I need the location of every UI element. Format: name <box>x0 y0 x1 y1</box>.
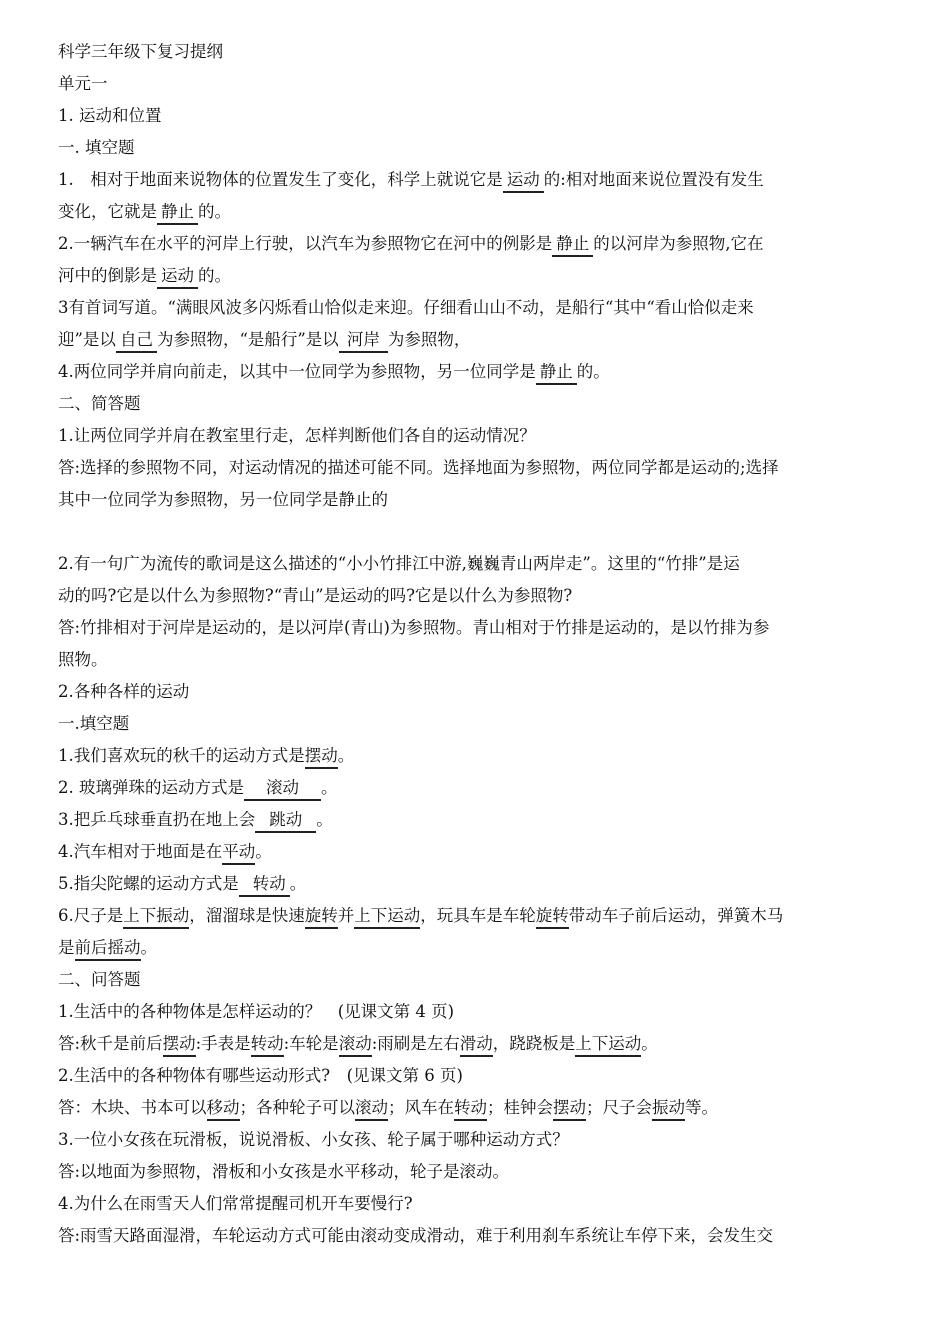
answer-blank: 振动 <box>652 1097 685 1121</box>
question-line: 1.我们喜欢玩的秋千的运动方式是摆动。 <box>58 740 896 772</box>
answer-blank: 滑动 <box>460 1033 493 1057</box>
answer-blank: 前后摇动 <box>75 937 141 961</box>
question-line: 4.汽车相对于地面是在平动。 <box>58 836 896 868</box>
answer-blank: 旋转 <box>305 905 338 929</box>
answer-blank: 滚动 <box>355 1097 388 1121</box>
answer-blank: 河岸 <box>339 329 388 353</box>
answer-blank: 平动 <box>222 841 255 865</box>
question-line: 1.生活中的各种物体是怎样运动的？ (见课文第 4 页) <box>58 1002 455 1021</box>
doc-title: 科学三年级下复习提纲 <box>58 42 223 61</box>
answer-blank: 滚动 <box>244 777 321 801</box>
question-line: 3.一位小女孩在玩滑板，说说滑板、小女孩、轮子属于哪种运动方式？ <box>58 1130 569 1149</box>
answer-line: 其中一位同学为参照物，另一位同学是静止的 <box>58 490 388 509</box>
fill-blank-heading: 一.填空题 <box>58 714 130 733</box>
blank-spacer <box>58 516 896 548</box>
question-line: 5.指尖陀螺的运动方式是 转动 。 <box>58 868 896 900</box>
question-line: 2.生活中的各种物体有哪些运动形式? (见课文第 6 页) <box>58 1066 463 1085</box>
answer-blank: 上下振动 <box>123 905 189 929</box>
section-heading: 2.各种各样的运动 <box>58 682 190 701</box>
answer-blank: 旋转 <box>536 905 569 929</box>
question-line: 6.尺子是上下振动，溜溜球是快速旋转并上下运动，玩具车是车轮旋转带动车子前后运动，弹簧木马 <box>58 900 896 932</box>
question-line: 变化，它就是 静止 的。 <box>58 196 896 228</box>
question-line: 1.让两位同学并肩在教室里行走，怎样判断他们各自的运动情况？ <box>58 426 536 445</box>
question-line: 4.两位同学并肩向前走，以其中一位同学为参照物，另一位同学是 静止 的。 <box>58 356 896 388</box>
section-heading: 1. 运动和位置 <box>58 106 162 125</box>
answer-line: 答:秋千是前后摆动:手表是转动:车轮是滚动:雨刷是左右滑动，跷跷板是上下运动。 <box>58 1028 896 1060</box>
answer-blank: 上下运动 <box>354 905 420 929</box>
fill-blank-heading: 一. 填空题 <box>58 138 135 157</box>
question-line: 迎”是以 自己 为参照物，“是船行”是以 河岸 为参照物， <box>58 324 896 356</box>
answer-blank: 摆动 <box>553 1097 586 1121</box>
answer-blank: 自己 <box>116 329 157 353</box>
answer-blank: 静止 <box>157 201 198 225</box>
answer-blank: 上下运动 <box>575 1033 641 1057</box>
answer-line: 答:竹排相对于河岸是运动的，是以河岸(青山)为参照物。青山相对于竹排是运动的，是以竹排为参 <box>58 618 770 637</box>
question-line: 3.把乒乓球垂直扔在地上会 跳动 。 <box>58 804 896 836</box>
answer-blank: 跳动 <box>255 809 316 833</box>
answer-line: 答：木块、书本可以移动；各种轮子可以滚动；风车在转动；桂钟会摆动；尺子会振动等。 <box>58 1092 896 1124</box>
answer-blank: 转动 <box>239 873 290 897</box>
question-line: 2. 玻璃弹珠的运动方式是 滚动 。 <box>58 772 896 804</box>
question-line: 1. 相对于地面来说物体的位置发生了变化，科学上就说它是 运动 的:相对地面来说位置没有发生 <box>58 164 896 196</box>
answer-blank: 转动 <box>251 1033 284 1057</box>
question-line: 3有首词写道。“满眼风波多闪烁看山恰似走来迎。仔细看山山不动，是船行“其中“看山恰似走来 <box>58 298 754 317</box>
answer-blank: 静止 <box>552 233 593 257</box>
qa-heading: 二、问答题 <box>58 970 141 989</box>
question-line: 是前后摇动。 <box>58 932 896 964</box>
question-line: 动的吗?它是以什么为参照物?“青山”是运动的吗?它是以什么为参照物? <box>58 586 573 605</box>
answer-blank: 移动 <box>207 1097 240 1121</box>
unit-heading: 单元一 <box>58 74 108 93</box>
answer-blank: 转动 <box>454 1097 487 1121</box>
answer-line: 答:选择的参照物不同，对运动情况的描述可能不同。选择地面为参照物，两位同学都是运动的;选择 <box>58 458 779 477</box>
short-answer-heading: 二、简答题 <box>58 394 141 413</box>
question-line: 河中的倒影是 运动 的。 <box>58 260 896 292</box>
answer-line: 答:雨雪天路面湿滑，车轮运动方式可能由滚动变成滑动，难于利用刹车系统让车停下来，会发生交 <box>58 1226 774 1245</box>
question-line: 2.一辆汽车在水平的河岸上行驶，以汽车为参照物它在河中的例影是 静止 的以河岸为参照物,它在 <box>58 228 896 260</box>
answer-blank: 摆动 <box>305 745 338 769</box>
answer-blank: 运动 <box>157 265 198 289</box>
answer-line: 照物。 <box>58 650 108 669</box>
answer-line: 答:以地面为参照物，滑板和小女孩是水平移动，轮子是滚动。 <box>58 1162 510 1181</box>
question-line: 4.为什么在雨雪天人们常常提醒司机开车要慢行? <box>58 1194 413 1213</box>
question-line: 2.有一句广为流传的歌词是这么描述的“小小竹排江中游,巍巍青山两岸走”。这里的“竹排”是运 <box>58 554 740 573</box>
answer-blank: 摆动 <box>163 1033 196 1057</box>
answer-blank: 滚动 <box>339 1033 372 1057</box>
answer-blank: 静止 <box>536 361 577 385</box>
answer-blank: 运动 <box>503 169 544 193</box>
